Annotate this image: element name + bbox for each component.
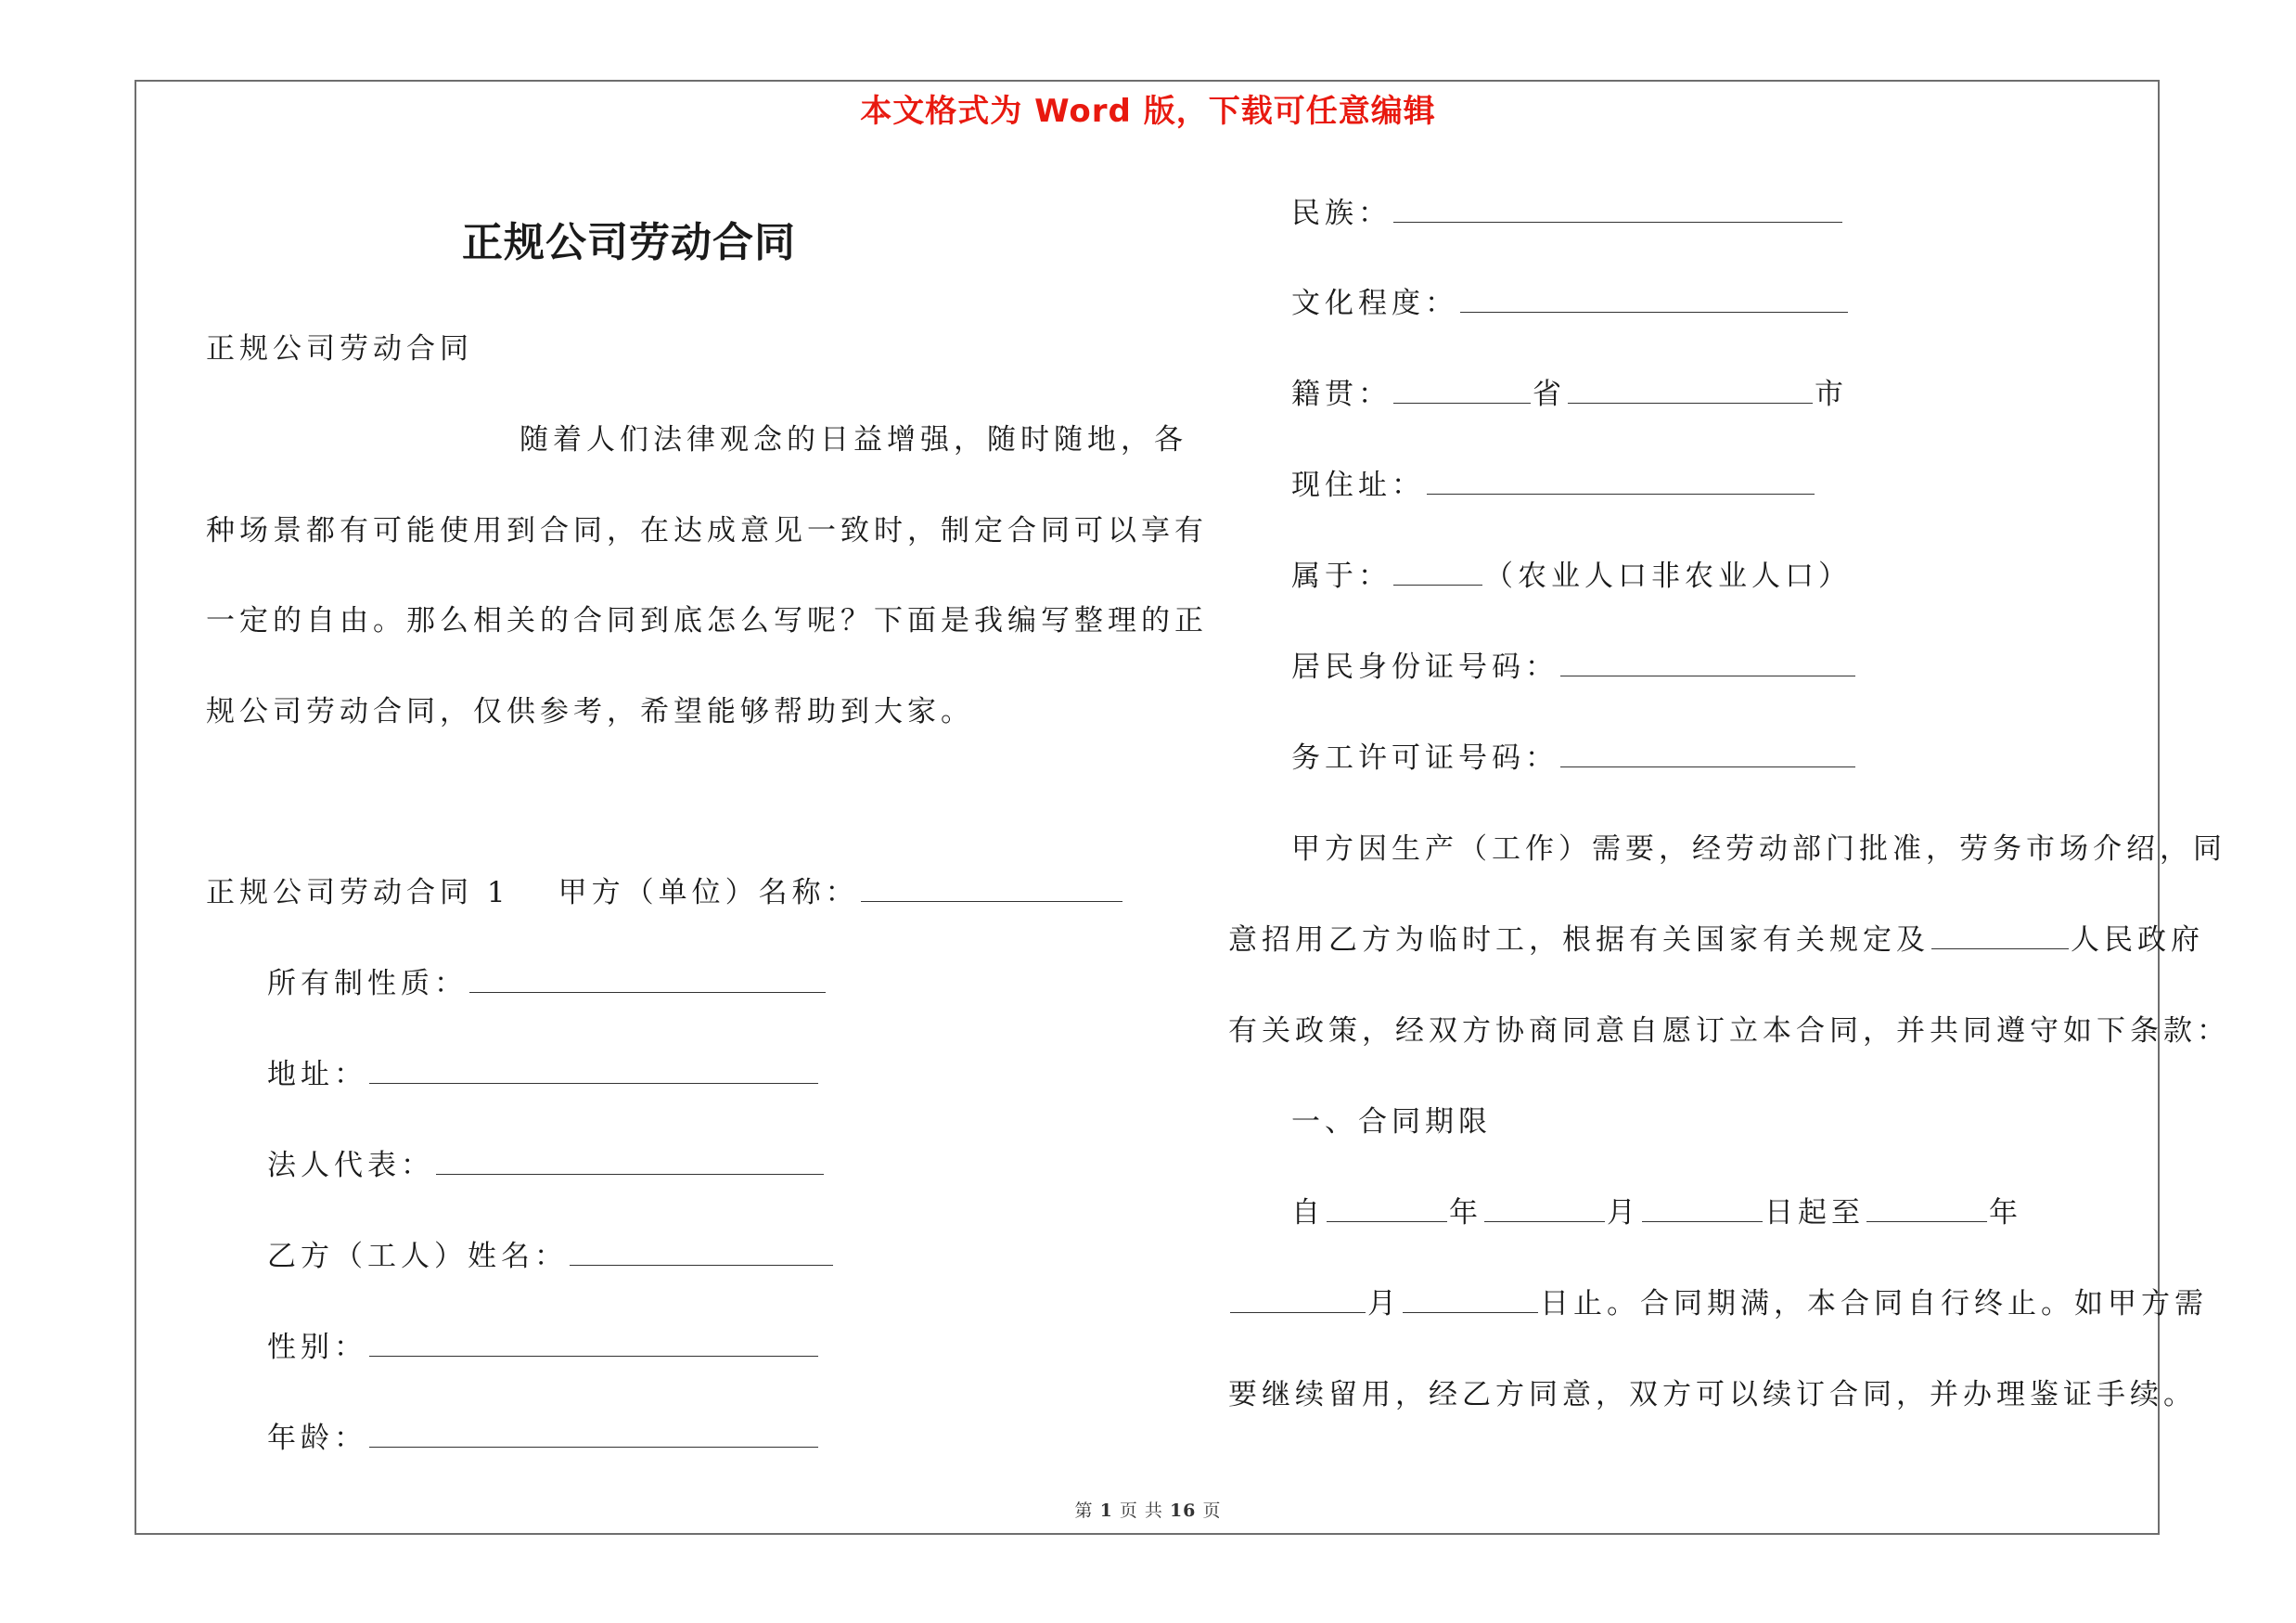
- period-year-2: 年: [1989, 1196, 2022, 1230]
- work-permit-label: 务工许可证号码：: [1291, 741, 1558, 775]
- education-label: 文化程度：: [1291, 287, 1458, 320]
- period-month: 月: [1607, 1196, 1640, 1230]
- party-a-name-label: 甲方（单位）名称：: [558, 876, 859, 909]
- legal-rep-blank: [436, 1148, 824, 1175]
- legal-rep-label: 法人代表：: [267, 1149, 434, 1182]
- ethnicity-label: 民族：: [1291, 197, 1392, 230]
- subtitle: 正规公司劳动合同: [206, 332, 473, 366]
- para1-line-2: [1228, 921, 2204, 959]
- education-blank: [1460, 286, 1848, 313]
- id-number-line: [1291, 649, 1857, 686]
- period-line-3: 要继续留用，经乙方同意，双方可以续订合同，并办理鉴证手续。: [1228, 1378, 2197, 1411]
- work-permit-blank: [1560, 741, 1855, 767]
- party-b-name-label: 乙方（工人）姓名：: [267, 1240, 568, 1273]
- gender-blank: [369, 1330, 818, 1357]
- start-year-blank: [1327, 1195, 1447, 1222]
- start-month-blank: [1484, 1195, 1605, 1222]
- ethnicity-blank: [1393, 196, 1842, 223]
- party-b-name-blank: [570, 1239, 833, 1266]
- address-label: 地址：: [267, 1058, 367, 1091]
- age-label: 年龄：: [267, 1422, 367, 1455]
- age-line: [267, 1420, 820, 1457]
- id-number-label: 居民身份证号码：: [1291, 650, 1558, 684]
- page-footer: [0, 1497, 2296, 1522]
- intro-line-4: 规公司劳动合同，仅供参考，希望能够帮助到大家。: [206, 695, 974, 728]
- ownership-blank: [469, 966, 826, 993]
- end-day-blank: [1403, 1286, 1538, 1313]
- period-line-2: [1228, 1285, 2208, 1322]
- ownership-line: [267, 965, 827, 1002]
- belongs-label: 属于：: [1291, 560, 1392, 593]
- period-year: 年: [1449, 1196, 1482, 1230]
- footer-page-number: 1: [1099, 1501, 1113, 1521]
- document-title: 正规公司劳动合同: [462, 219, 796, 266]
- age-blank: [369, 1421, 818, 1448]
- footer-prefix: 第: [1074, 1501, 1094, 1521]
- address-blank: [369, 1057, 818, 1084]
- legal-rep-line: [267, 1147, 826, 1184]
- para1-line-1: 甲方因生产（工作）需要，经劳动部门批准，劳务市场介绍，同: [1291, 832, 2226, 866]
- footer-total-pages: 16: [1169, 1501, 1197, 1521]
- city-blank: [1568, 377, 1813, 404]
- gender-label: 性别：: [267, 1331, 367, 1364]
- province-label: 省: [1533, 378, 1566, 411]
- footer-suffix: 页: [1202, 1501, 1222, 1521]
- contract-heading-line: [206, 874, 1124, 911]
- belongs-line: [1291, 558, 1852, 595]
- para1-line-3: 有关政策，经双方协商同意自愿订立本合同，并共同遵守如下条款：: [1228, 1014, 2230, 1048]
- id-number-blank: [1560, 650, 1855, 676]
- native-place-label: 籍贯：: [1291, 378, 1392, 411]
- native-place-line: [1291, 376, 1848, 413]
- government-blank: [1931, 922, 2069, 949]
- education-line: [1291, 285, 1850, 322]
- ownership-label: 所有制性质：: [267, 967, 468, 1000]
- residence-label: 现住址：: [1291, 469, 1425, 502]
- para1-government: 人民政府: [2071, 923, 2204, 957]
- party-a-name-blank: [861, 875, 1122, 902]
- period-from: 自: [1291, 1196, 1325, 1230]
- intro-line-2: 种场景都有可能使用到合同，在达成意见一致时，制定合同可以享有: [206, 514, 1208, 547]
- period-month-2: 月: [1367, 1287, 1401, 1320]
- period-day-end: 日止。合同期满，本合同自行终止。如甲方需: [1540, 1287, 2208, 1320]
- start-day-blank: [1642, 1195, 1763, 1222]
- work-permit-line: [1291, 740, 1857, 777]
- period-day-start: 日起至: [1764, 1196, 1865, 1230]
- residence-line: [1291, 467, 1816, 504]
- address-line: [267, 1056, 820, 1093]
- residence-blank: [1427, 468, 1815, 495]
- intro-line-1: 随着人们法律观念的日益增强，随时随地，各: [519, 423, 1187, 457]
- intro-line-3: 一定的自由。那么相关的合同到底怎么写呢？下面是我编写整理的正: [206, 604, 1208, 638]
- ethnicity-line: [1291, 195, 1844, 232]
- period-line-1: [1291, 1194, 2022, 1231]
- footer-mid: 页 共: [1119, 1501, 1163, 1521]
- belongs-blank: [1393, 559, 1482, 586]
- para1-line-2-text: 意招用乙方为临时工，根据有关国家有关规定及: [1228, 923, 1930, 957]
- section-1-heading: 一、合同期限: [1291, 1105, 1492, 1139]
- end-year-blank: [1866, 1195, 1987, 1222]
- household-type: （农业人口非农业人口）: [1484, 560, 1852, 593]
- end-month-blank: [1230, 1286, 1366, 1313]
- party-b-name-line: [267, 1238, 835, 1275]
- province-blank: [1393, 377, 1531, 404]
- word-format-banner: 本文格式为 Word 版，下载可任意编辑: [860, 93, 1436, 130]
- city-label: 市: [1815, 378, 1848, 411]
- gender-line: [267, 1329, 820, 1366]
- contract-heading: 正规公司劳动合同 1: [206, 876, 510, 909]
